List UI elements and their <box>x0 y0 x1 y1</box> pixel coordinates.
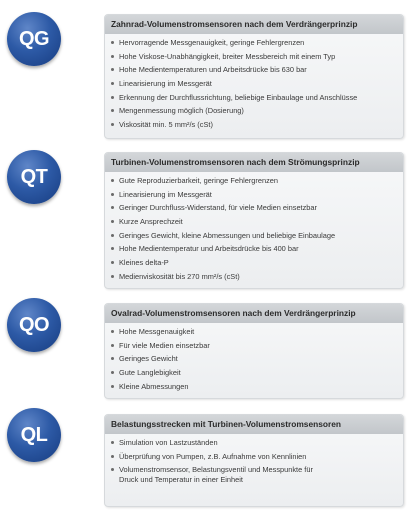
list-item: Hohe Medientemperatur und Arbeitsdrücke bis 400 bar <box>105 244 403 254</box>
qo-panel <box>104 303 404 399</box>
list-item: Volumenstromsensor, Belastungsventil und Messpunkte für Druck und Temperatur in einer Einheit <box>105 465 403 484</box>
list-item: Medienviskosität bis 270 mm²/s (cSt) <box>105 272 403 282</box>
panel-title: Zahnrad-Volumenstromsensoren nach dem Verdrängerprinzip <box>105 15 403 34</box>
list-item: Geringes Gewicht, kleine Abmessungen und beliebige Einbaulage <box>105 231 403 241</box>
qt-panel <box>104 152 404 289</box>
list-item: Kleines delta-P <box>105 258 403 268</box>
panel-title: Turbinen-Volumenstromsensoren nach dem Strömungsprinzip <box>105 153 403 172</box>
badge-label: QL <box>20 423 48 446</box>
list-item: Erkennung der Durchflussrichtung, beliebige Einbaulage und Anschlüsse <box>105 93 403 103</box>
qg-panel <box>104 14 404 139</box>
feature-list <box>105 434 403 484</box>
feature-list <box>105 34 403 130</box>
panel-title: Ovalrad-Volumenstromsensoren nach dem Verdrängerprinzip <box>105 304 403 323</box>
list-item: Mengenmessung möglich (Dosierung) <box>105 106 403 116</box>
badge-label: QO <box>18 313 50 336</box>
list-item: Hervorragende Messgenauigkeit, geringe Fehlergrenzen <box>105 38 403 48</box>
ql-badge-icon <box>7 408 61 462</box>
list-item: Hohe Messgenauigkeit <box>105 327 403 337</box>
list-item: Kleine Abmessungen <box>105 382 403 392</box>
list-item: Geringer Durchfluss-Widerstand, für viele Medien einsetzbar <box>105 203 403 213</box>
list-item: Gute Reproduzierbarkeit, geringe Fehlergrenzen <box>105 176 403 186</box>
qo-badge-icon <box>7 298 61 352</box>
qg-badge-icon <box>7 12 61 66</box>
list-item: Überprüfung von Pumpen, z.B. Aufnahme von Kennlinien <box>105 452 403 462</box>
feature-list <box>105 323 403 391</box>
list-item: Viskosität min. 5 mm²/s (cSt) <box>105 120 403 130</box>
list-item: Für viele Medien einsetzbar <box>105 341 403 351</box>
feature-list <box>105 172 403 281</box>
badge-label: QG <box>18 27 50 50</box>
list-item: Linearisierung im Messgerät <box>105 190 403 200</box>
panel-title: Belastungsstrecken mit Turbinen-Volumenstromsensoren <box>105 415 403 434</box>
list-item: Hohe Medientemperaturen und Arbeitsdrücke bis 630 bar <box>105 65 403 75</box>
ql-panel <box>104 414 404 507</box>
badge-label: QT <box>20 165 48 188</box>
qt-badge-icon <box>7 150 61 204</box>
list-item: Hohe Viskose-Unabhängigkeit, breiter Messbereich mit einem Typ <box>105 52 403 62</box>
list-item: Geringes Gewicht <box>105 354 403 364</box>
list-item: Gute Langlebigkeit <box>105 368 403 378</box>
list-item: Kurze Ansprechzeit <box>105 217 403 227</box>
list-item: Simulation von Lastzuständen <box>105 438 403 448</box>
list-item: Linearisierung im Messgerät <box>105 79 403 89</box>
